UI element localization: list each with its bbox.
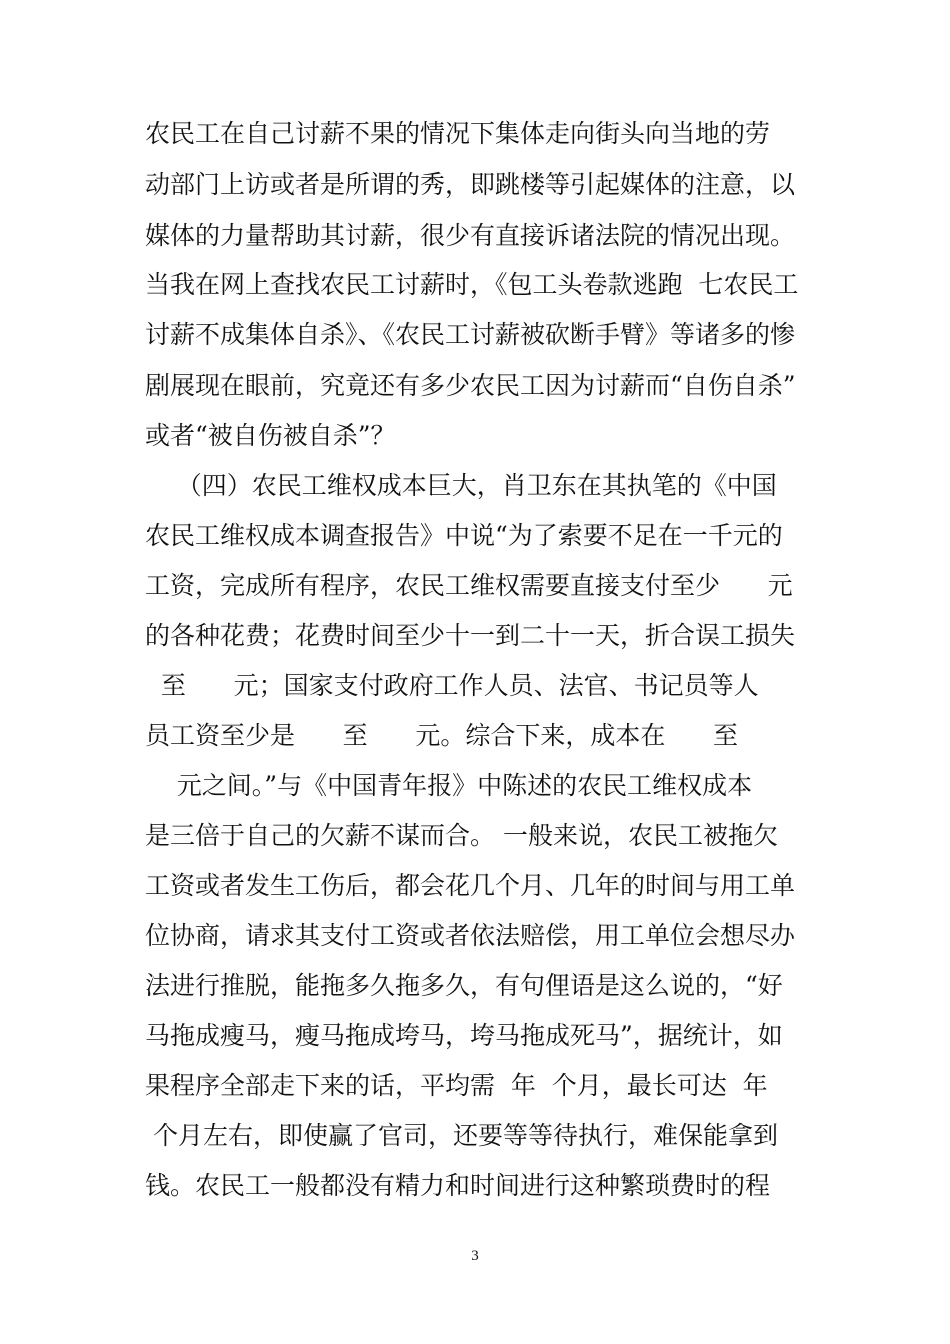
text-line: 或者“被自伤被自杀”？ (145, 421, 396, 450)
text-line: 马拖成瘦马，瘦马拖成垮马，垮马拖成死马”，据统计，如 (145, 1021, 783, 1050)
text-line: 的各种花费；花费时间至少十一到二十一天，折合误工损失 (145, 621, 796, 650)
text-line: 讨薪不成集体自杀》、《农民工讨薪被砍断手臂》等诸多的惨 (145, 320, 796, 349)
text-line: 至 元；国家支付政府工作人员、法官、书记员等人 (145, 671, 759, 700)
text-line: 媒体的力量帮助其讨薪，很少有直接诉诸法院的情况出现。 (145, 221, 796, 250)
text-line: 钱。农民工一般都没有精力和时间进行这种繁琐费时的程 (145, 1171, 771, 1200)
page-number: 3 (471, 1248, 479, 1264)
text-line: 元之间。”与《中国青年报》中陈述的农民工维权成本 (145, 771, 753, 800)
text-line: （四）农民工维权成本巨大，肖卫东在其执笔的《中国 (145, 471, 777, 500)
text-line: 工资或者发生工伤后，都会花几个月、几年的时间与用工单 (145, 871, 796, 900)
text-line: 果程序全部走下来的话，平均需 年 个月，最长可达 年 (145, 1071, 768, 1100)
text-line: 位协商，请求其支付工资或者依法赔偿，用工单位会想尽办 (145, 921, 796, 950)
text-line: 个月左右，即使赢了官司，还要等等待执行，难保能拿到 (145, 1121, 778, 1150)
text-line: 员工资至少是 至 元。综合下来，成本在 至 (145, 721, 739, 750)
text-line: 是三倍于自己的欠薪不谋而合。 一般来说，农民工被拖欠 (145, 821, 778, 850)
text-line: 剧展现在眼前，究竟还有多少农民工因为讨薪而“自伤自杀” (145, 371, 796, 400)
text-line: 工资，完成所有程序，农民工维权需要直接支付至少 元 (145, 571, 793, 600)
text-line: 农民工在自己讨薪不果的情况下集体走向街头向当地的劳 (145, 119, 771, 148)
text-line: 动部门上访或者是所谓的秀，即跳楼等引起媒体的注意，以 (145, 170, 796, 199)
text-line: 农民工维权成本调查报告》中说“为了索要不足在一千元的 (145, 521, 783, 550)
text-line: 法进行推脱，能拖多久拖多久，有句俚语是这么说的，“好 (145, 971, 783, 1000)
text-line: 当我在网上查找农民工讨薪时，《包工头卷款逃跑 七农民工 (145, 270, 799, 299)
